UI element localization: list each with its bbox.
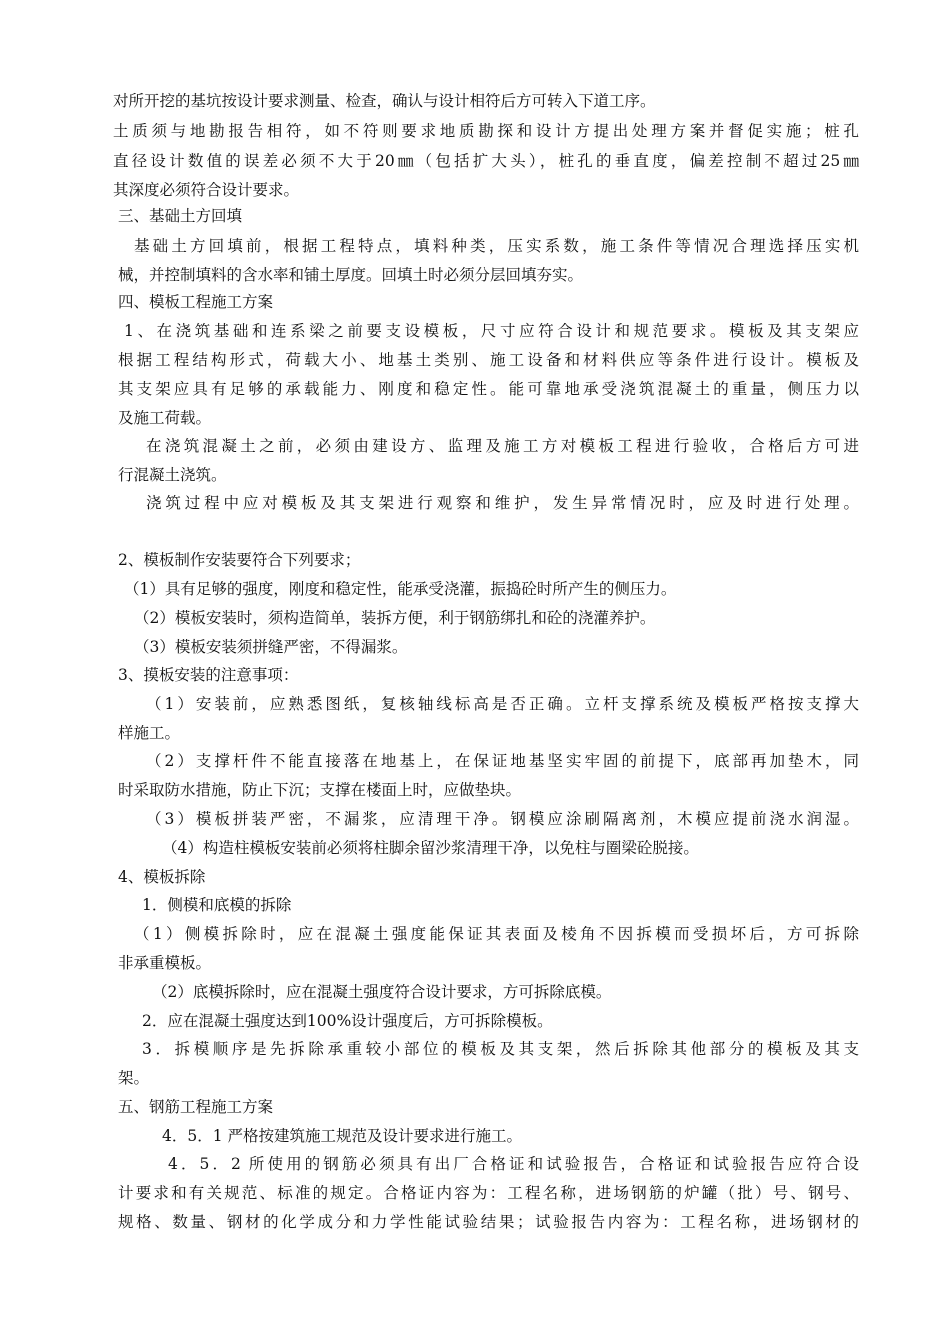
- text-line: 架。: [118, 1069, 150, 1087]
- text-line: 在浇筑混凝土之前，必须由建设方、监理及施工方对模板工程进行验收，合格后方可进: [146, 437, 859, 455]
- section-heading: 四、模板工程施工方案: [118, 293, 274, 311]
- text-line: （1）安装前，应熟悉图纸，复核轴线标高是否正确。立杆支撑系统及模板严格按支撑大: [146, 695, 859, 713]
- text-line: 其深度必须符合设计要求。: [113, 181, 300, 199]
- text-line: （3）模板安装须拼缝严密，不得漏浆。: [134, 638, 408, 656]
- text-line: （2）支撑杆件不能直接落在地基上，在保证地基坚实牢固的前提下，底部再加垫木，同: [146, 752, 859, 770]
- text-line: 其支架应具有足够的承载能力、刚度和稳定性。能可靠地承受浇筑混凝土的重量，侧压力以: [118, 380, 859, 398]
- text-line: （2）底模拆除时，应在混凝土强度符合设计要求，方可拆除底模。: [152, 983, 612, 1001]
- text-line: （1）侧模拆除时，应在混凝土强度能保证其表面及棱角不因拆模而受损坏后，方可拆除: [134, 925, 859, 943]
- text-line: 对所开挖的基坑按设计要求测量、检查，确认与设计相符后方可转入下道工序。: [113, 92, 656, 110]
- section-heading: 4、模板拆除: [118, 868, 206, 886]
- text-line: 土质须与地勘报告相符，如不符则要求地质勘探和设计方提出处理方案并督促实施；桩孔: [113, 122, 859, 140]
- text-line: 4．5．1 严格按建筑施工规范及设计要求进行施工。: [162, 1127, 523, 1145]
- text-line: 1、在浇筑基础和连系梁之前要支设模板，尺寸应符合设计和规范要求。模板及其支架应: [124, 322, 859, 340]
- text-line: 基础土方回填前，根据工程特点，填料种类，压实系数，施工条件等情况合理选择压实机: [134, 237, 859, 255]
- text-line: 样施工。: [118, 724, 181, 742]
- section-heading: 3、摸板安装的注意事项：: [118, 666, 299, 684]
- text-line: 械，并控制填料的含水率和铺土厚度。回填土时必须分层回填夯实。: [118, 266, 584, 284]
- text-line: （3）模板拼装严密，不漏浆，应清理干净。钢模应涂刷隔离剂，木模应提前浇水润湿。: [146, 810, 859, 828]
- text-line: 3．拆模顺序是先拆除承重较小部位的模板及其支架，然后拆除其他部分的模板及其支: [142, 1040, 859, 1058]
- text-line: 及施工荷载。: [118, 409, 212, 427]
- text-line: 时采取防水措施，防止下沉；支撑在楼面上时，应做垫块。: [118, 781, 522, 799]
- text-line: 直径设计数值的误差必须不大于20㎜（包括扩大头），桩孔的垂直度，偏差控制不超过25㎜: [113, 152, 859, 170]
- text-line: 行混凝土浇筑。: [118, 466, 227, 484]
- section-heading: 2、模板制作安装要符合下列要求；: [118, 551, 361, 569]
- text-line: 2．应在混凝土强度达到100%设计强度后，方可拆除模板。: [142, 1012, 553, 1030]
- text-line: 浇筑过程中应对模板及其支架进行观察和维护，发生异常情况时，应及时进行处理。: [146, 494, 859, 512]
- section-heading: 五、钢筋工程施工方案: [118, 1098, 274, 1116]
- text-line: 4．5．2 所使用的钢筋必须具有出厂合格证和试验报告，合格证和试验报告应符合设: [168, 1155, 859, 1173]
- text-line: （1）具有足够的强度，刚度和稳定性，能承受浇灌，振捣砼时所产生的侧压力。: [124, 580, 677, 598]
- text-line: （4）构造柱模板安装前必须将柱脚余留沙浆清理干净，以免柱与圈梁砼脱接。: [162, 839, 699, 857]
- text-line: 非承重模板。: [118, 954, 212, 972]
- subsection-heading: 1．侧模和底模的拆除: [142, 896, 292, 914]
- text-line: （2）模板安装时，须构造简单，装拆方便，利于钢筋绑扎和砼的浇灌养护。: [134, 609, 656, 627]
- section-heading: 三、基础土方回填: [118, 207, 243, 225]
- text-line: 规格、数量、钢材的化学成分和力学性能试验结果；试验报告内容为：工程名称，进场钢材的: [118, 1213, 859, 1231]
- text-line: 根据工程结构形式，荷载大小、地基土类别、施工设备和材料供应等条件进行设计。模板及: [118, 351, 859, 369]
- text-line: 计要求和有关规范、标准的规定。合格证内容为：工程名称，进场钢筋的炉罐（批）号、钢号、: [118, 1184, 859, 1202]
